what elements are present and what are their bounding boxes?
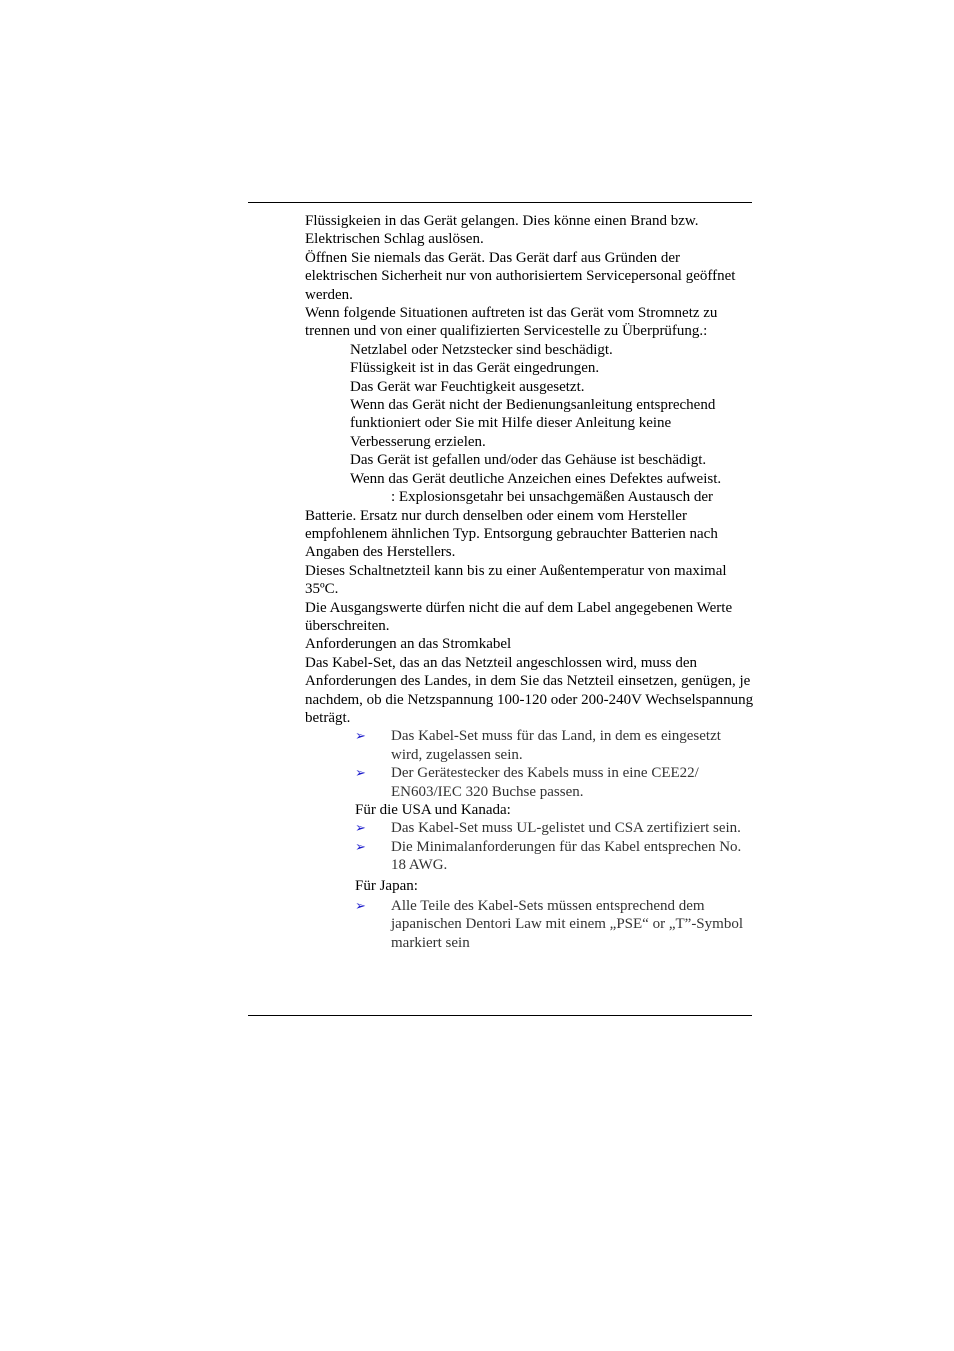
section-heading: Anforderungen an das Stromkabel <box>305 636 512 653</box>
list-item <box>305 897 755 952</box>
list-item-text: Der Gerätestecker des Kabels muss in eine CEE22/ EN603/IEC 320 Buchse passen. <box>391 765 699 800</box>
list-item <box>305 727 755 764</box>
paragraph: Wenn folgende Situationen auftreten ist das Gerät vom Stromnetz zu trennen und von einer qualifizierten Servicestelle zu Überprüfung.: <box>305 305 718 340</box>
paragraph: Dieses Schaltnetzteil kann bis zu einer Außentemperatur von maximal 35ºC. <box>305 562 727 598</box>
japan-requirements-list <box>305 897 755 952</box>
list-item-text: Das Kabel-Set muss UL-gelistet und CSA zertifiziert sein. <box>391 820 741 837</box>
list-item-text: Alle Teile des Kabel-Sets müssen entsprechend dem japanischen Dentori Law mit einem „PSE“ or „T”-Symbol markiert sein <box>391 898 743 951</box>
arrow-bullet-icon: ➢ <box>355 838 366 854</box>
situation-item: Wenn das Gerät deutliche Anzeichen eines Defektes aufweist. <box>350 470 722 487</box>
arrow-bullet-icon: ➢ <box>355 820 366 836</box>
list-item <box>305 819 755 837</box>
list-item-text: Die Minimalanforderungen für das Kabel entsprechen No. 18 AWG. <box>391 838 742 874</box>
footer-rule <box>248 1015 752 1016</box>
arrow-bullet-icon: ➢ <box>355 765 366 781</box>
japan-heading: Für Japan: <box>355 877 418 894</box>
paragraph: Öffnen Sie niemals das Gerät. Das Gerät darf aus Gründen der elektrischen Sicherheit nur von authorisiertem Servicepersonal geöffnet werden. <box>305 249 736 303</box>
list-item <box>305 764 755 801</box>
battery-warning-text: Batterie. Ersatz nur durch denselben oder einem vom Hersteller empfohlenem ähnlichen Typ. Entsorgung gebrauchter Batterien nach Angaben des Herstellers. <box>305 507 718 561</box>
situation-list <box>305 341 755 488</box>
situation-item: Das Gerät war Feuchtigkeit ausgesetzt. <box>350 378 585 395</box>
paragraph: Das Kabel-Set, das an das Netzteil angeschlossen wird, muss den Anforderungen des Landes, in dem Sie das Netzteil einsetzen, genügen, je nachdem, ob die Netzspannung 100-120 oder 200-240V Wechselspannung beträgt. <box>305 654 754 726</box>
header-rule <box>248 202 752 203</box>
arrow-bullet-icon: ➢ <box>355 898 366 914</box>
page-body <box>305 212 755 952</box>
arrow-bullet-icon: ➢ <box>355 728 366 744</box>
list-item <box>305 838 755 875</box>
usa-requirements-list <box>305 819 755 874</box>
general-requirements-list <box>305 727 755 801</box>
situation-item: Flüssigkeit ist in das Gerät eingedrungen. <box>350 360 600 377</box>
situation-item: Netzlabel oder Netzstecker sind beschädigt. <box>350 341 613 358</box>
situation-item: Das Gerät ist gefallen und/oder das Gehäuse ist beschädigt. <box>350 452 707 469</box>
situation-item: Wenn das Gerät nicht der Bedienungsanleitung entsprechend funktioniert oder Sie mit Hilfe dieser Anleitung keine Verbesserung erzielen. <box>350 397 716 450</box>
list-item-text: Das Kabel-Set muss für das Land, in dem es eingesetzt wird, zugelassen sein. <box>391 728 721 763</box>
paragraph: Flüssigkeien in das Gerät gelangen. Dies könne einen Brand bzw. Elektrischen Schlag auslösen. <box>305 213 699 248</box>
usa-heading: Für die USA und Kanada: <box>355 802 511 818</box>
paragraph: Die Ausgangswerte dürfen nicht die auf dem Label angegebenen Werte überschreiten. <box>305 599 733 634</box>
battery-warning-lead: : Explosionsgetahr bei unsachgemäßen Austausch der <box>391 489 714 506</box>
